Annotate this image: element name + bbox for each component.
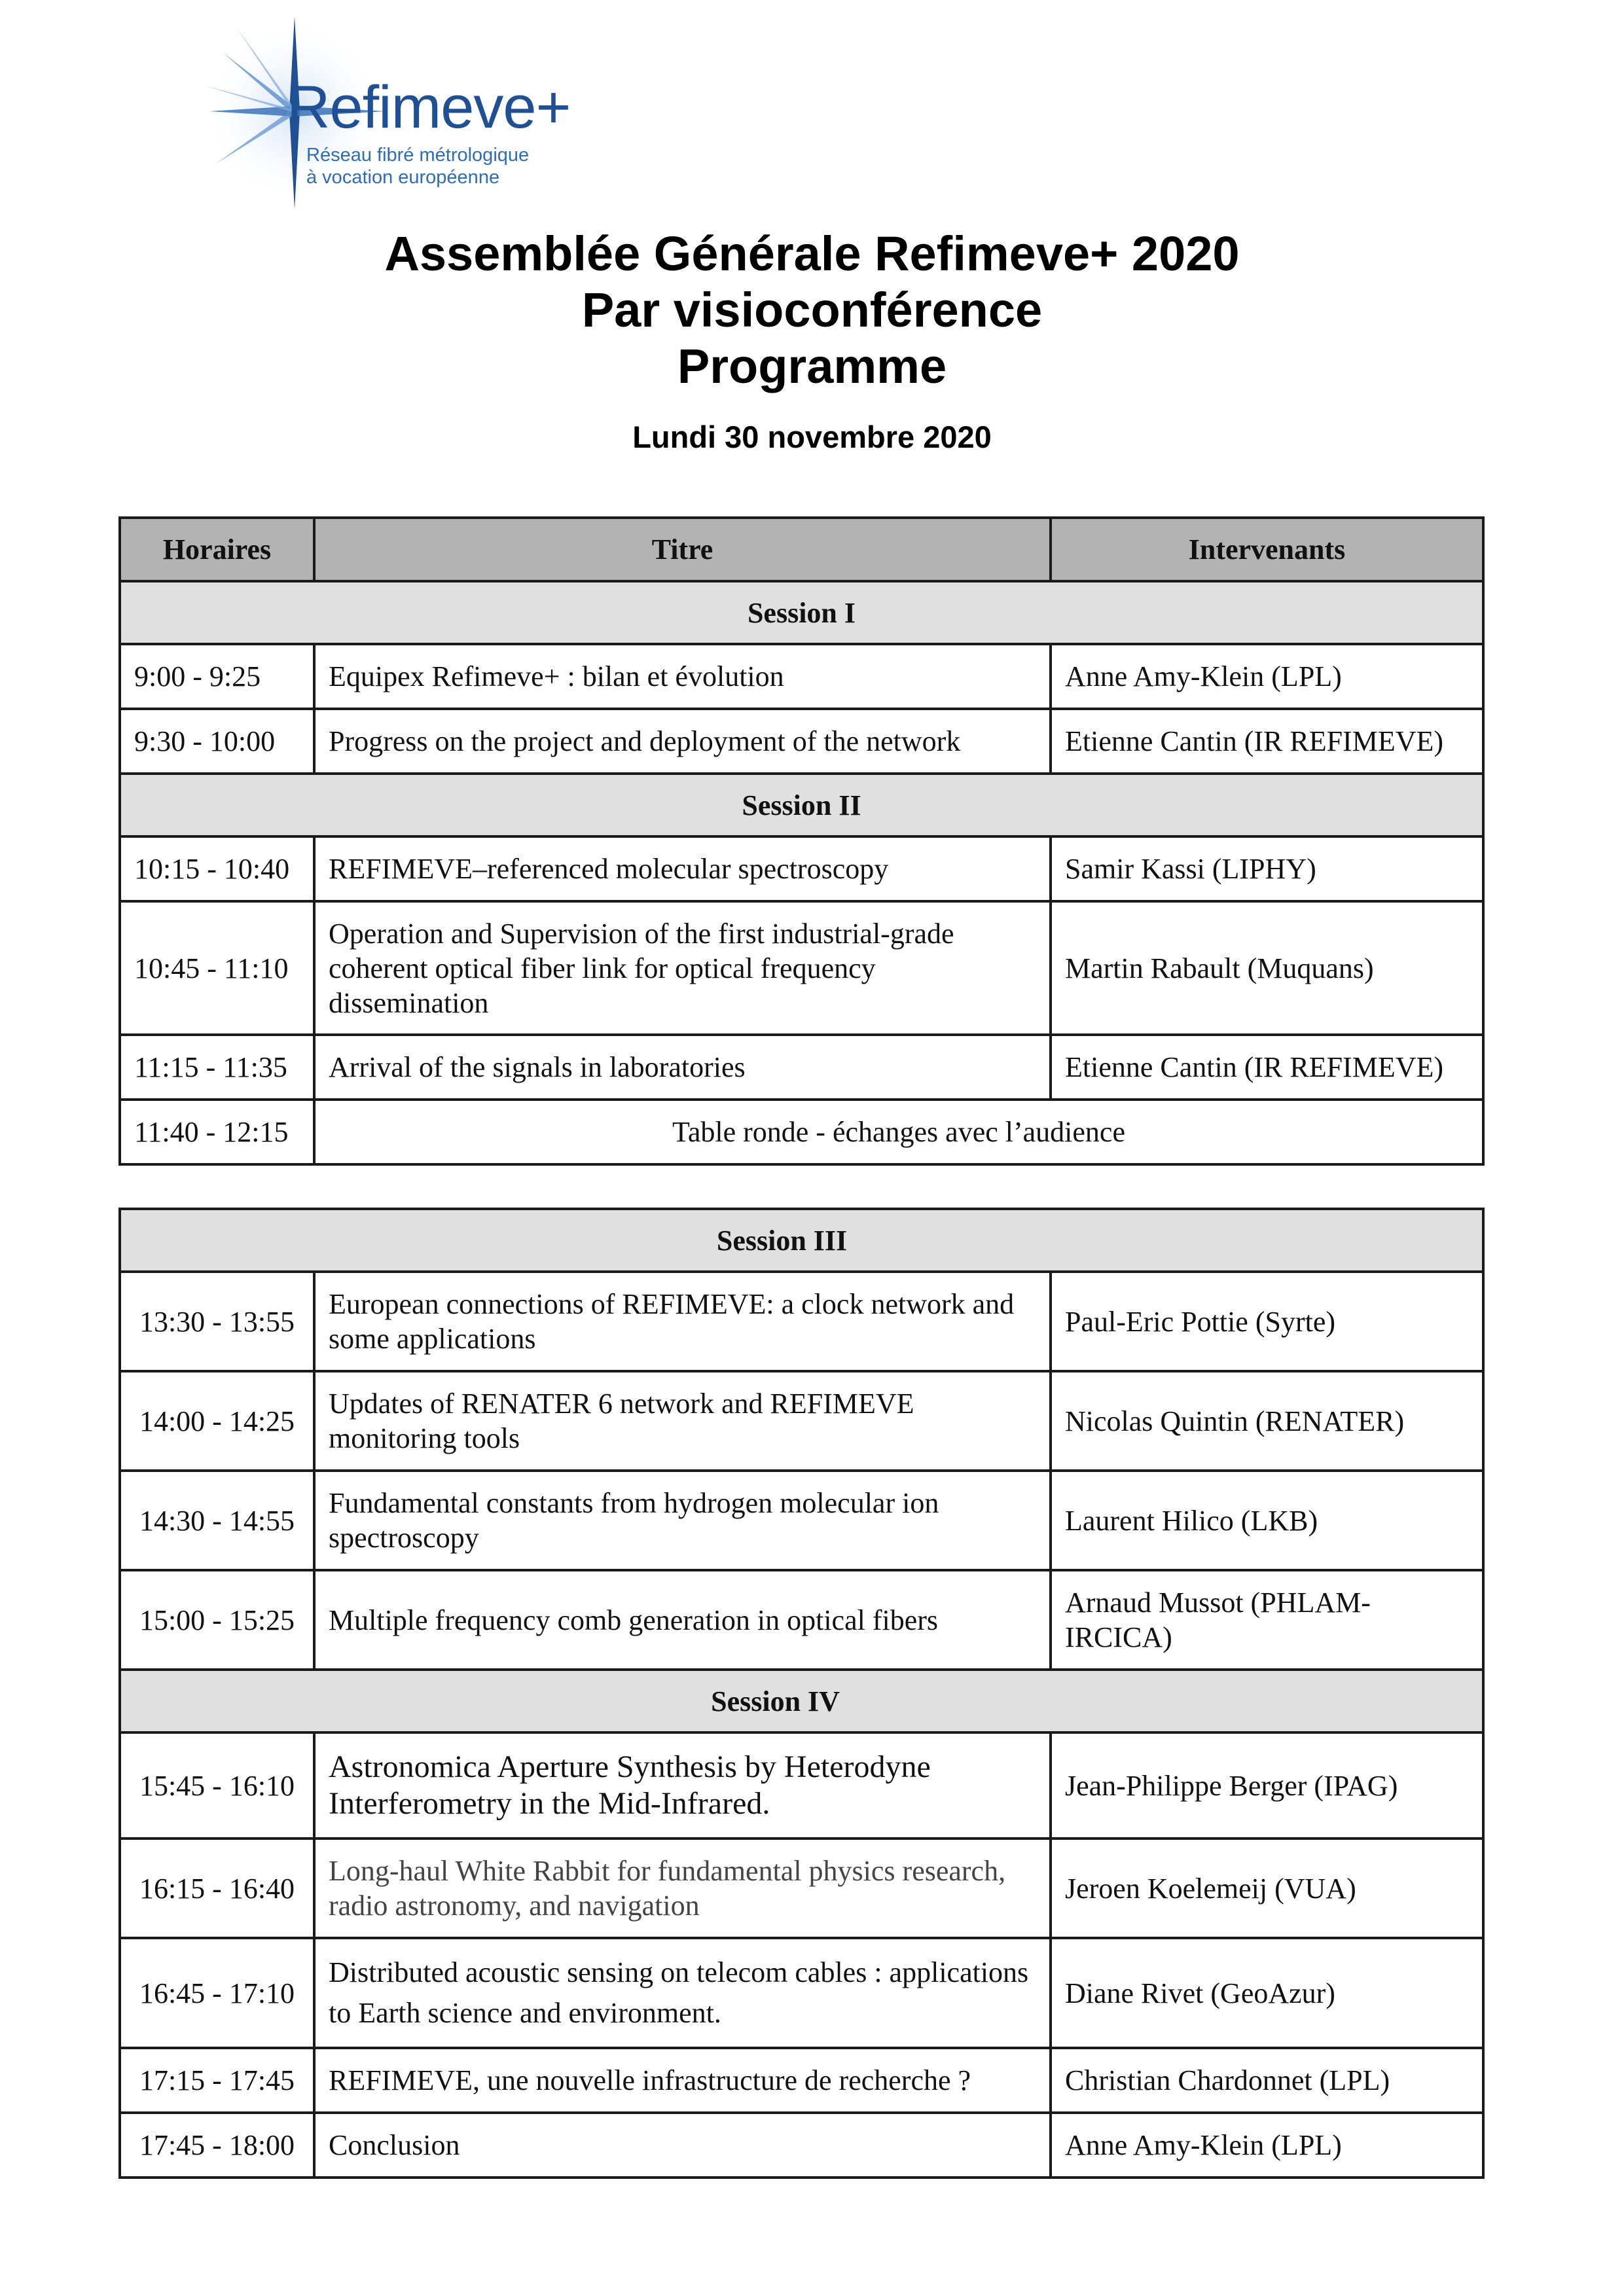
session-label: Session I (120, 581, 1483, 644)
row-time: 16:15 - 16:40 (120, 1839, 314, 1938)
table-row (120, 1100, 1483, 1164)
table-row (120, 1938, 1483, 2048)
row-title: Updates of RENATER 6 network and REFIMEVE monitoring tools (314, 1371, 1051, 1471)
table-row (120, 1035, 1483, 1100)
programme-table-afternoon (118, 1208, 1485, 2179)
round-table-title: Table ronde - échanges avec l’audience (314, 1100, 1483, 1164)
table-row (120, 1272, 1483, 1371)
row-time: 11:15 - 11:35 (120, 1035, 314, 1100)
table-row (120, 1732, 1483, 1839)
row-speaker: Martin Rabault (Muquans) (1051, 901, 1483, 1035)
row-speaker: Arnaud Mussot (PHLAM-IRCICA) (1051, 1570, 1483, 1670)
row-title: Progress on the project and deployment of the network (314, 709, 1051, 774)
table-row (120, 2113, 1483, 2178)
row-speaker: Etienne Cantin (IR REFIMEVE) (1051, 1035, 1483, 1100)
session-row (120, 581, 1483, 644)
table-row (120, 1371, 1483, 1471)
row-speaker: Nicolas Quintin (RENATER) (1051, 1371, 1483, 1471)
row-speaker: Etienne Cantin (IR REFIMEVE) (1051, 709, 1483, 774)
page-title (0, 226, 1624, 395)
programme-table-morning (118, 516, 1485, 1166)
row-speaker: Laurent Hilico (LKB) (1051, 1471, 1483, 1570)
title-line3: Programme (677, 339, 947, 393)
header-intervenants: Intervenants (1051, 518, 1483, 581)
table-row (120, 901, 1483, 1035)
refimeve-logo (196, 13, 571, 209)
row-time: 10:15 - 10:40 (120, 836, 314, 901)
table-row (120, 836, 1483, 901)
row-time: 14:00 - 14:25 (120, 1371, 314, 1471)
row-time: 15:00 - 15:25 (120, 1570, 314, 1670)
row-speaker: Diane Rivet (GeoAzur) (1051, 1938, 1483, 2048)
row-title: Arrival of the signals in laboratories (314, 1035, 1051, 1100)
row-time: 9:00 - 9:25 (120, 644, 314, 709)
session-row (120, 1209, 1483, 1272)
header-horaires: Horaires (120, 518, 314, 581)
row-speaker: Paul-Eric Pottie (Syrte) (1051, 1272, 1483, 1371)
session-label: Session II (120, 774, 1483, 836)
row-title: Multiple frequency comb generation in optical fibers (314, 1570, 1051, 1670)
row-title: Equipex Refimeve+ : bilan et évolution (314, 644, 1051, 709)
logo-name: Refimeve+ (287, 74, 571, 141)
row-time: 15:45 - 16:10 (120, 1732, 314, 1839)
table-row (120, 2048, 1483, 2113)
row-speaker: Jeroen Koelemeij (VUA) (1051, 1839, 1483, 1938)
table-row (120, 709, 1483, 774)
row-time: 17:45 - 18:00 (120, 2113, 314, 2178)
logo-tagline-line2: à vocation européenne (306, 167, 500, 188)
session-label: Session IV (120, 1670, 1483, 1732)
title-line1: Assemblée Générale Refimeve+ 2020 (384, 226, 1240, 281)
session-row (120, 1670, 1483, 1732)
row-speaker: Samir Kassi (LIPHY) (1051, 836, 1483, 901)
row-title: Operation and Supervision of the first industrial-grade coherent optical fiber link for optical frequency dissemination (314, 901, 1051, 1035)
row-speaker: Anne Amy-Klein (LPL) (1051, 644, 1483, 709)
row-speaker: Anne Amy-Klein (LPL) (1051, 2113, 1483, 2178)
table-row (120, 1839, 1483, 1938)
row-time: 13:30 - 13:55 (120, 1272, 314, 1371)
row-title: Conclusion (314, 2113, 1051, 2178)
row-title: Long-haul White Rabbit for fundamental physics research, radio astronomy, and navigation (314, 1839, 1051, 1938)
session-row (120, 774, 1483, 836)
row-title: Fundamental constants from hydrogen molecular ion spectroscopy (314, 1471, 1051, 1570)
table-row (120, 644, 1483, 709)
row-title: REFIMEVE, une nouvelle infrastructure de recherche ? (314, 2048, 1051, 2113)
title-line2: Par visioconférence (581, 283, 1043, 337)
logo-tagline (306, 144, 529, 188)
row-title: REFIMEVE–referenced molecular spectroscopy (314, 836, 1051, 901)
row-title: Astronomica Aperture Synthesis by Heterodyne Interferometry in the Mid-Infrared. (314, 1732, 1051, 1839)
row-time: 10:45 - 11:10 (120, 901, 314, 1035)
session-label: Session III (120, 1209, 1483, 1272)
table-row (120, 1471, 1483, 1570)
row-time: 9:30 - 10:00 (120, 709, 314, 774)
row-time: 14:30 - 14:55 (120, 1471, 314, 1570)
row-title: European connections of REFIMEVE: a clock network and some applications (314, 1272, 1051, 1371)
event-date: Lundi 30 novembre 2020 (632, 420, 992, 454)
row-title: Distributed acoustic sensing on telecom cables : applications to Earth science and environment. (314, 1938, 1051, 2048)
row-time: 17:15 - 17:45 (120, 2048, 314, 2113)
table-header-row (120, 518, 1483, 581)
row-speaker: Christian Chardonnet (LPL) (1051, 2048, 1483, 2113)
logo-tagline-line1: Réseau fibré métrologique (306, 145, 530, 166)
row-time: 11:40 - 12:15 (120, 1100, 314, 1164)
table-row (120, 1570, 1483, 1670)
header-titre: Titre (314, 518, 1051, 581)
row-time: 16:45 - 17:10 (120, 1938, 314, 2048)
row-speaker: Jean-Philippe Berger (IPAG) (1051, 1732, 1483, 1839)
